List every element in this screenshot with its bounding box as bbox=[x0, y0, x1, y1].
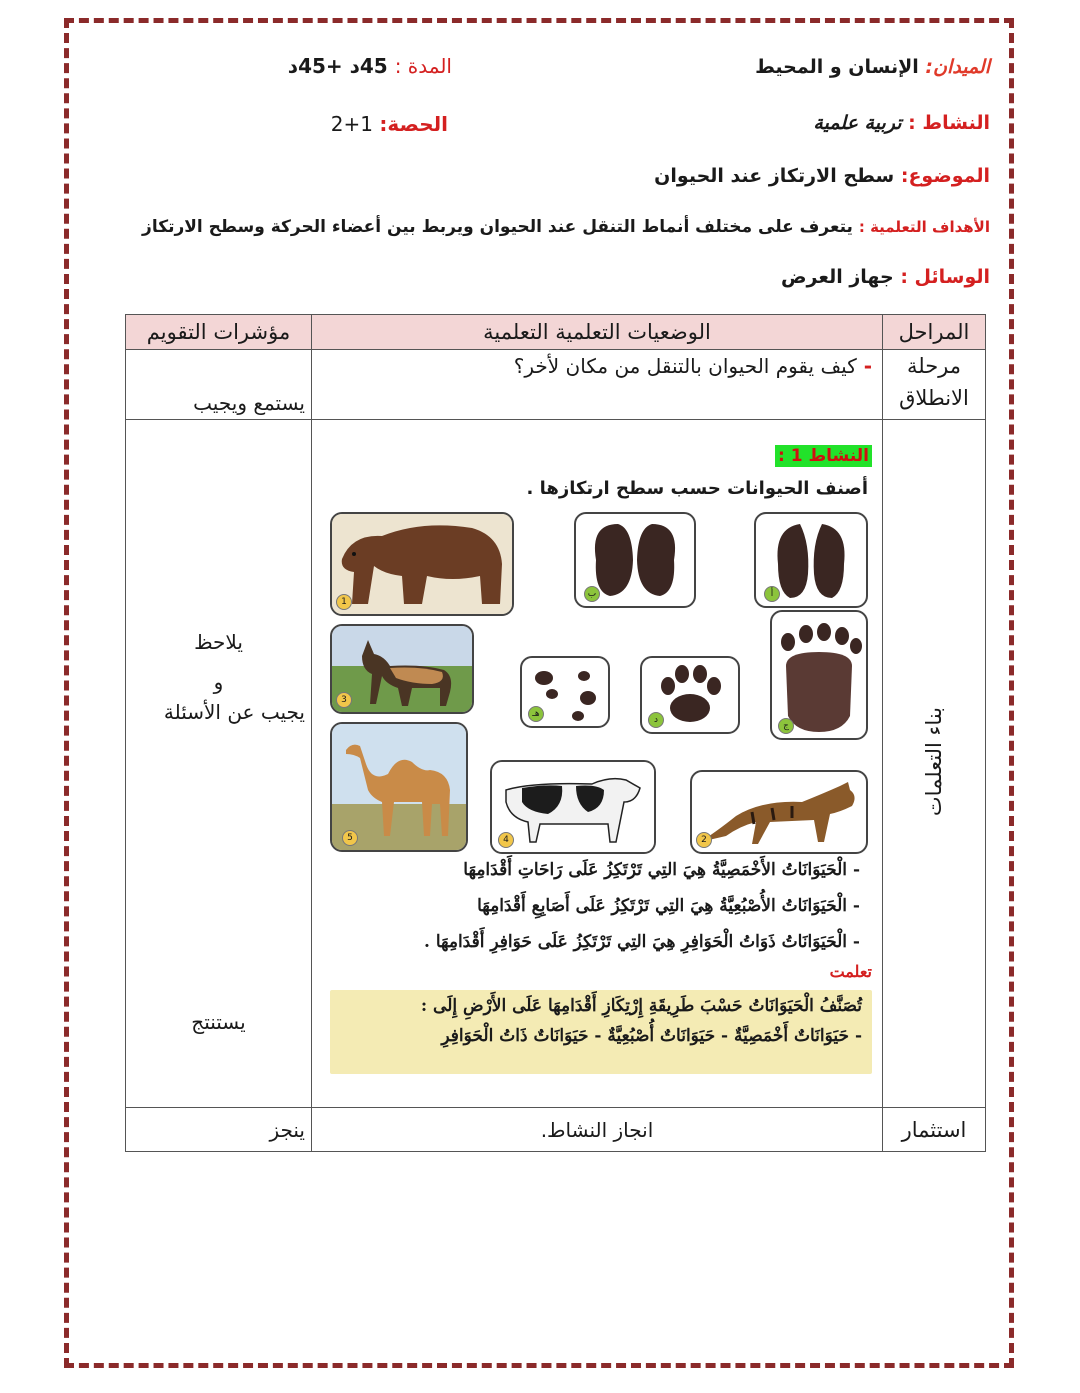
hoof-print-a bbox=[754, 512, 868, 608]
invest-stage: استثمار bbox=[883, 1108, 986, 1152]
field-label: الميدان: bbox=[925, 56, 990, 78]
duration-row bbox=[288, 54, 452, 78]
duration-label: المدة : bbox=[394, 54, 452, 78]
bear-picture bbox=[330, 512, 514, 616]
camel-picture bbox=[330, 722, 468, 852]
fact-line: - الْحَيَوَانَاتُ الأُصْبُعِيَّةُ هِيَ التِي تَرْتَكِزُ عَلَى أَصَابِعِ أَقْدَامِهَا bbox=[477, 896, 860, 916]
header-stages: المراحل bbox=[883, 315, 986, 350]
eval-conclude: يستنتج bbox=[191, 1010, 246, 1034]
eval-answer: يجيب عن الأسئلة bbox=[163, 700, 305, 724]
table-header-row bbox=[126, 315, 986, 350]
launch-question: كيف يقوم الحيوان بالتنقل من مكان لأخر؟ bbox=[513, 354, 857, 378]
cow-picture bbox=[490, 760, 656, 854]
learned-label: تعلمت bbox=[829, 962, 872, 981]
cat-picture bbox=[690, 770, 868, 854]
build-eval-cell bbox=[126, 420, 312, 1108]
fact-line: - الْحَيَوَانَاتُ ذَوَاتُ الْحَوَافِرِ هِيَ التِي تَرْتَكِزُ عَلَى حَوَافِرِ أَقْدَامِهَا . bbox=[423, 932, 860, 952]
paw-print-h bbox=[520, 656, 610, 728]
footprint-letter: هـ bbox=[528, 706, 544, 722]
fact-line: - الْحَيَوَانَاتُ الأَخْمَصِيَّةُ هِيَ التِي تَرْتَكِزُ عَلَى رَاحَاتِ أَقْدَامِهَا bbox=[463, 860, 860, 880]
picture-number: 5 bbox=[342, 830, 358, 846]
footprint-letter: د bbox=[648, 712, 664, 728]
footprint-letter: ب bbox=[584, 586, 600, 602]
activity-label: النشاط : bbox=[908, 112, 990, 134]
session-value: 1+2 bbox=[330, 112, 374, 136]
picture-number: 4 bbox=[498, 832, 514, 848]
picture-number: 2 bbox=[696, 832, 712, 848]
launch-question-cell: - كيف يقوم الحيوان بالتنقل من مكان لأخر؟ bbox=[312, 350, 883, 420]
objectives-value: يتعرف على مختلف أنماط التنقل عند الحيوان ويربط بين أعضاء الحركة وسطح الارتكاز bbox=[142, 217, 853, 237]
picture-number: 3 bbox=[336, 692, 352, 708]
launch-stage: مرحلة الانطلاق bbox=[883, 350, 986, 420]
objectives-label: الأهداف التعلمية : bbox=[858, 218, 990, 236]
learned-line-2: - حَيَوَانَاتٌ أَخْمَصِيَّةٌ - حَيَوَانَاتٌ أُصْبُعِيَّةٌ - حَيَوَانَاتٌ ذَاتُ الْحَوَافِرِ bbox=[441, 1026, 862, 1046]
invest-task: انجاز النشاط. bbox=[312, 1108, 883, 1152]
bear-print-j bbox=[770, 610, 868, 740]
eval-observe: يلاحظ bbox=[194, 630, 243, 654]
build-row bbox=[126, 420, 986, 1108]
field-value: الإنسان و المحيط bbox=[755, 56, 919, 78]
footprint-letter: ج bbox=[778, 718, 794, 734]
learned-box bbox=[330, 990, 872, 1074]
lesson-table bbox=[125, 314, 986, 1152]
learned-line-1: تُصَنَّفُ الْحَيَوَانَاتُ حَسْبَ طَرِيقَةِ إِرْتِكَازِ أَقْدَامِهَا عَلَى الأَرْضِ إِلَى : bbox=[420, 996, 862, 1016]
build-stage-cell bbox=[883, 420, 986, 1108]
topic-row bbox=[654, 165, 990, 187]
paw-print-d bbox=[640, 656, 740, 734]
session-row bbox=[331, 112, 448, 136]
activity-row bbox=[813, 112, 990, 134]
topic-value: سطح الارتكاز عند الحيوان bbox=[654, 165, 895, 187]
tools-label: الوسائل : bbox=[900, 266, 990, 288]
topic-label: الموضوع: bbox=[900, 165, 990, 187]
header-situations: الوضعيات التعلمية التعلمية bbox=[312, 315, 883, 350]
eval-and: و bbox=[213, 670, 224, 694]
dog-picture bbox=[330, 624, 474, 714]
hoof-print-b bbox=[574, 512, 696, 608]
activity-instruction: أصنف الحيوانات حسب سطح ارتكازها . bbox=[526, 478, 868, 499]
build-content-cell bbox=[312, 420, 883, 1108]
tools-value: جهاز العرض bbox=[781, 266, 894, 288]
header-evaluation: مؤشرات التقويم bbox=[126, 315, 312, 350]
session-label: الحصة: bbox=[379, 112, 448, 136]
activity-value: تربية علمية bbox=[813, 112, 902, 134]
tools-row bbox=[781, 266, 990, 288]
invest-row bbox=[126, 1108, 986, 1152]
activity-tag: النشاط 1 : bbox=[775, 445, 872, 467]
duration-value: 45د +45د bbox=[287, 54, 388, 78]
launch-row bbox=[126, 350, 986, 420]
build-stage: بناء التعلمات bbox=[922, 706, 946, 817]
objectives-row bbox=[142, 217, 990, 237]
field-row bbox=[755, 56, 990, 78]
launch-eval: يستمع ويجيب bbox=[126, 350, 312, 420]
footprint-letter: أ bbox=[764, 586, 780, 602]
invest-eval: ينجز bbox=[126, 1108, 312, 1152]
picture-number: 1 bbox=[336, 594, 352, 610]
activity-area bbox=[312, 420, 882, 1106]
